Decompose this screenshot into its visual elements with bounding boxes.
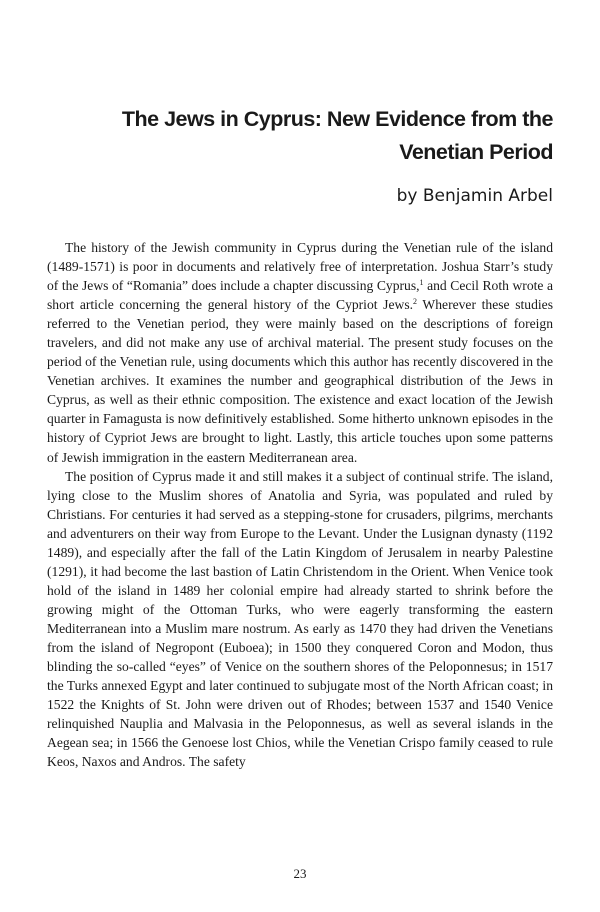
article-body <box>47 238 553 771</box>
paragraph-1-text-c: Wherever these studies referred to the Venetian period, they were mainly based on the descriptions of foreign travelers, and did not make any use of archival material. The present study focuses on the period of the Venetian rule, using documents which this author has recently discovered in the Venetian archives. It examines the number and geographical distribution of the Jews in Cyprus, as well as their ethnic composition. The existence and exact location of the Jewish quarter in Famagusta is now definitively established. Some hitherto unknown episodes in the history of Cypriot Jews are brought to light. Lastly, this article touches upon some patterns of Jewish immigration in the eastern Mediterranean area. <box>47 297 553 465</box>
title-line-1: The Jews in Cyprus: New Evidence from the <box>121 107 553 131</box>
article-title <box>53 103 553 169</box>
paragraph-position-of-cyprus: The position of Cyprus made it and still makes it a subject of continual strife. The island, lying close to the Muslim shores of Anatolia and Syria, was populated and ruled by Christians. For centuries it had served as a stepping-stone for crusaders, pilgrims, merchants and adventurers on their way from Europe to the Levant. Under the Lusignan dynasty (1192 1489), and especially after the fall of the Latin Kingdom of Jerusalem in nearby Palestine (1291), it had become the last bastion of Latin Christendom in the Orient. When Venice took hold of the island in 1489 her colonial empire had already started to shrink before the growing might of the Ottoman Turks, who were eagerly transforming the eastern Mediterranean into a Muslim mare nostrum. As early as 1470 they had driven the Venetians from the island of Negropont (Euboea); in 1500 they conquered Coron and Modon, thus blinding the so-called “eyes” of Venice on the southern shores of the Peloponnesus; in 1517 the Turks annexed Egypt and later continued to subjugate most of the North African coast; in 1522 the Knights of St. John were driven out of Rhodes; between 1537 and 1540 Venice relinquished Nauplia and Malvasia in the Peloponnesus, as well as several islands in the Aegean sea; in 1566 the Genoese lost Chios, while the Venetian Crispo family ceased to rule Keos, Naxos and Andros. The safety <box>47 468 553 770</box>
footnote-ref-2: 2 <box>413 297 418 307</box>
paragraph-1-text-a: The history of the Jewish community in Cyprus during the Venetian rule of the island (1489-1571) is poor in documents and relatively free of interpretation. Joshua Starr’s study of the Jews of “Romania” does include a chapter discussing Cyprus, <box>47 240 553 294</box>
footnote-ref-1: 1 <box>419 278 424 288</box>
paragraph-introduction <box>47 238 553 467</box>
author-byline: by Benjamin Arbel <box>396 186 553 206</box>
paragraph-1-text-b: and Cecil Roth wrote a short article concerning the general history of the Cypriot Jews. <box>47 278 553 313</box>
title-line-2: Venetian Period <box>399 140 553 164</box>
page-number: 23 <box>293 866 307 881</box>
